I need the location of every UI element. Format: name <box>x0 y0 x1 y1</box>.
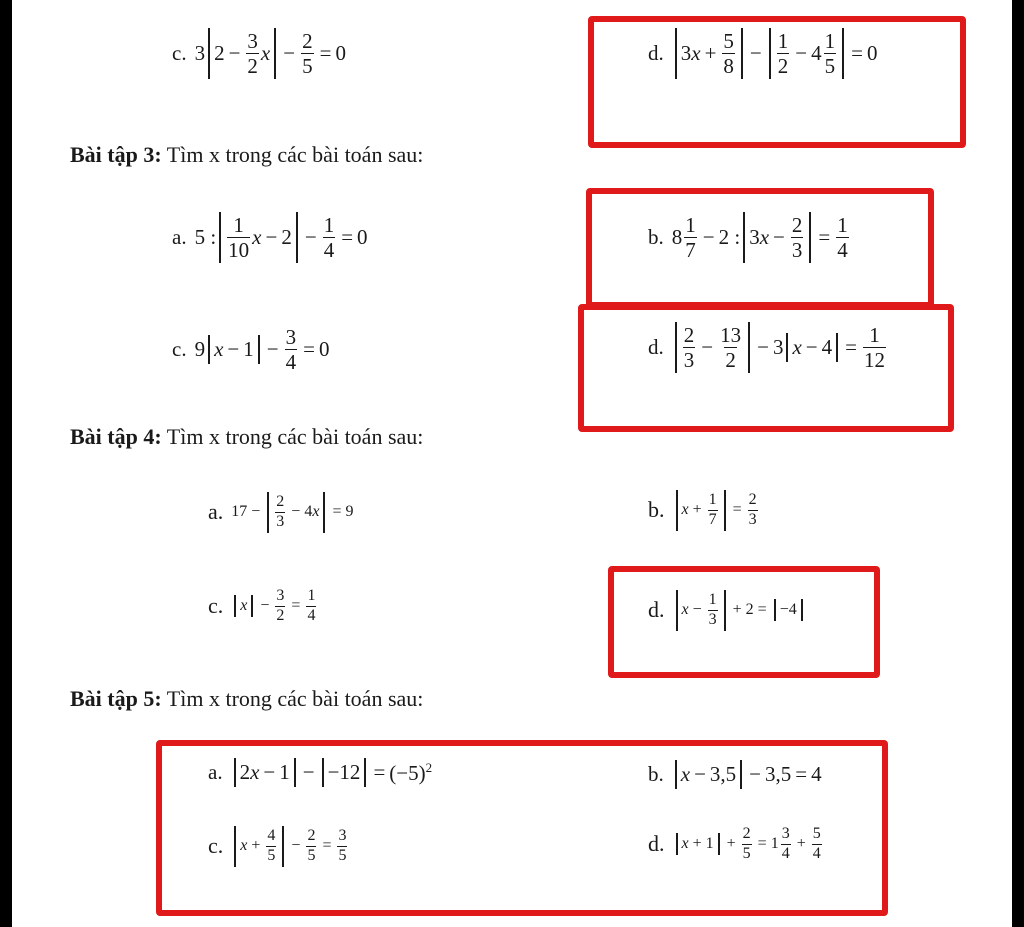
heading-bai-tap-3: Bài tập 3: Tìm x trong các bài toán sau: <box>70 142 424 167</box>
absolute-value: $\frac{1}{10}$ x − 2 <box>219 212 298 263</box>
exercise-label: a. <box>208 499 224 525</box>
bt4-exercise-b: b. x + $\frac{1}{7}$ = $\frac{2}{3}$ <box>648 490 760 531</box>
absolute-value: x + 1 <box>676 833 720 855</box>
exercise-label: d. <box>648 335 664 360</box>
exercise-label: c. <box>208 593 224 619</box>
bt5-exercise-c: c. x + $\frac{4}{5}$ − $\frac{2}{5}$ = $\frac{3}{5}$ <box>208 826 349 867</box>
top-exercise-c: c. 3 2 − $\frac{3}{2}$ x − $\frac{2}{5}$ = 0 <box>172 29 346 79</box>
absolute-value: x − 1 <box>208 335 260 364</box>
exercise-label: d. <box>648 597 665 623</box>
exercise-label: d. <box>648 41 664 66</box>
absolute-value: $\frac{2}{3}$ − 4 x <box>267 492 325 533</box>
absolute-value: x + $\frac{4}{5}$ <box>234 826 284 867</box>
bt4-exercise-c: c. x − $\frac{3}{2}$ = $\frac{1}{4}$ <box>208 587 316 624</box>
top-exercise-d: d. 3 x + $\frac{5}{8}$ − $\frac{1}{2}$ − 4 $\frac{1}{5}$ = 0 <box>648 29 878 79</box>
exercise-label: c. <box>172 337 187 362</box>
bt3-exercise-d: d. $\frac{2}{3}$ − $\frac{13}{2}$ − 3 x − 4 = $\frac{1}{12}$ <box>648 323 885 373</box>
exercise-label: a. <box>208 760 223 784</box>
exercise-label: c. <box>208 833 224 859</box>
absolute-value: x − $\frac{1}{3}$ <box>676 590 726 631</box>
absolute-value: 2 − $\frac{3}{2}$ x <box>208 28 276 79</box>
bt5-exercise-a: a. 2 x − 1 − −12 = $(-5)^2$ <box>208 758 432 787</box>
absolute-value: −4 <box>774 599 803 621</box>
bt4-exercise-d: d. x − $\frac{1}{3}$ + 2 = −4 <box>648 590 806 631</box>
exercise-label: b. <box>648 497 665 523</box>
absolute-value: 2 x − 1 <box>234 758 296 787</box>
absolute-value: $\frac{1}{2}$ − 4 $\frac{1}{5}$ <box>769 28 844 79</box>
worksheet-page <box>12 0 1012 927</box>
exercise-label: b. <box>648 762 664 786</box>
bt3-exercise-c: c. 9 x − 1 − $\frac{3}{4}$ = 0 <box>172 325 330 375</box>
bt3-exercise-b: b. 8 $\frac{1}{7}$ − 2 : 3 x − $\frac{2}{3}$ = $\frac{1}{4}$ <box>648 213 848 263</box>
bt4-exercise-a: a. 17 − $\frac{2}{3}$ − 4 x = 9 <box>208 492 353 533</box>
exercise-label: b. <box>648 225 664 250</box>
right-black-edge <box>1012 0 1024 927</box>
absolute-value: x + $\frac{1}{7}$ <box>676 490 726 531</box>
exercise-label: d. <box>648 831 665 857</box>
absolute-value: x <box>234 595 253 617</box>
bt3-exercise-a: a. 5 : $\frac{1}{10}$ x − 2 − $\frac{1}{4}$ = 0 <box>172 213 368 263</box>
heading-bai-tap-4: Bài tập 4: Tìm x trong các bài toán sau: <box>70 424 424 449</box>
bt5-exercise-d: d. x + 1 + $\frac{2}{5}$ = 1 $\frac{3}{4}$ + $\frac{5}{4}$ <box>648 825 821 862</box>
exercise-label: a. <box>172 225 187 250</box>
exercise-label: c. <box>172 41 187 66</box>
absolute-value: x − 4 <box>786 333 838 362</box>
absolute-value: −12 <box>322 758 367 787</box>
left-black-edge <box>0 0 12 927</box>
absolute-value: 3 x + $\frac{5}{8}$ <box>675 28 743 79</box>
bt5-exercise-b: b. x − 3,5 − 3,5 = 4 <box>648 760 822 789</box>
heading-bai-tap-5: Bài tập 5: Tìm x trong các bài toán sau: <box>70 686 424 711</box>
absolute-value: $\frac{2}{3}$ − $\frac{13}{2}$ <box>675 322 750 373</box>
absolute-value: 3 x − $\frac{2}{3}$ <box>743 212 811 263</box>
absolute-value: x − 3,5 <box>675 760 742 789</box>
